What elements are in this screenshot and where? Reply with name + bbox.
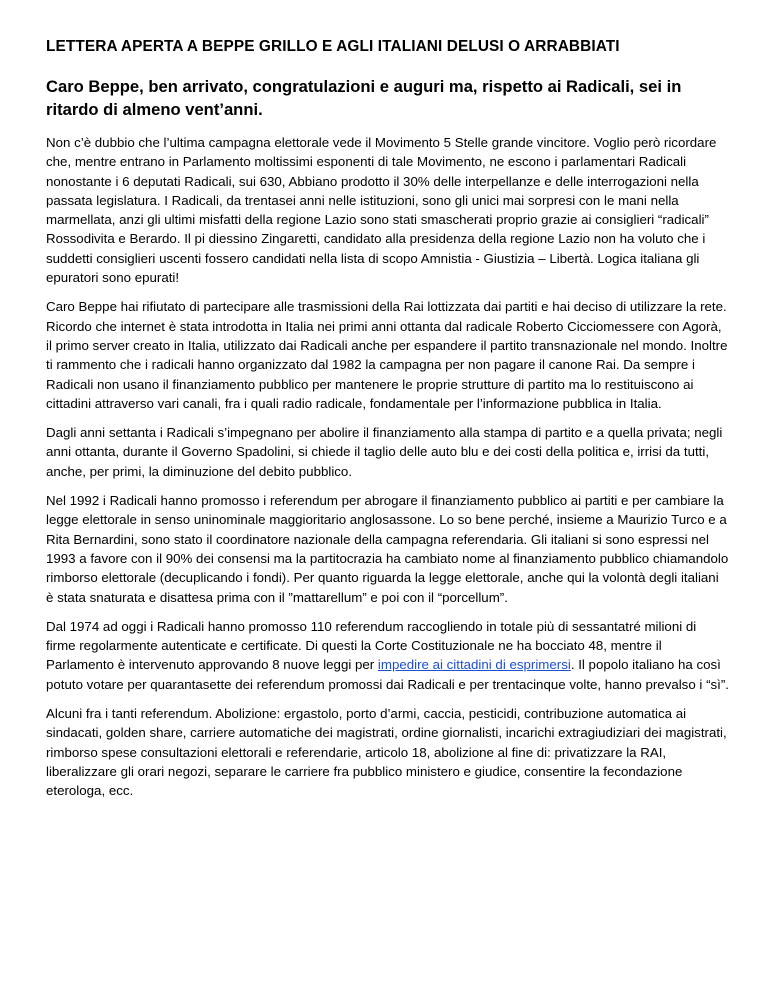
paragraph-1: Non c’è dubbio che l’ultima campagna elettorale vede il Movimento 5 Stelle grande vincitore. Voglio però ricordare che, mentre entrano in Parlamento moltissimi esponenti di tale Movimento, ne escono i parlamentari Radicali nonostante i 6 deputati Radicali, sui 630, Abbiano prodotto il 30% delle interpellanze e delle interrogazioni nella passata legislatura. I Radicali, da trentasei anni nelle istituzioni, sono gli unici mai sorpresi con le mani nella marmellata, anzi gli ultimi misfatti della regione Lazio sono stati smascherati proprio grazie ai consiglieri “radicali” Rossodivita e Berardo. Il pi diessino Zingaretti, candidato alla presidenza della regione Lazio non ha voluto che i suddetti consiglieri uscenti fossero candidati nella lista di scopo Amnistia - Giustizia – Libertà. Logica italiana gli epuratori sono epurati! xyxy=(46,135,717,286)
document-title: LETTERA APERTA A BEPPE GRILLO E AGLI ITALIANI DELUSI O ARRABBIATI xyxy=(46,38,620,55)
paragraph-6: Alcuni fra i tanti referendum. Abolizione: ergastolo, porto d’armi, caccia, pesticidi, contribuzione automatica ai sindacati, golden share, carriere automatiche dei magistrati, ordine giornalisti, incarichi extragiudiziari dei magistrati, rimborso spese consultazioni elettorali e referendarie, articolo 18, abolizione al fine di: privatizzare la RAI, liberalizzare gli orari negozi, separare le carriere fra pubblico ministero e giudice, consentire la fecondazione eterologa, ecc. xyxy=(46,706,727,799)
paragraph-4: Nel 1992 i Radicali hanno promosso i referendum per abrogare il finanziamento pubblico ai partiti e per cambiare la legge elettorale in senso uninominale maggioritario anglosassone. Lo so bene perché, insieme a Maurizio Turco e a Rita Bernardini, sono stato il coordinatore nazionale della campagna referendaria. Gli italiani si sono espressi nel 1993 a favore con il 90% dei consensi ma la partitocrazia ha cambiato nome al finanziamento pubblico chiamandolo rimborso elettorale (decuplicando i fondi). Per quanto riguarda la legge elettorale, anche qui la volontà degli italiani è stata snaturata e disattesa prima con il ”mattarellum” e poi con il “porcellum”. xyxy=(46,493,729,605)
paragraph-5-text-before: Dal 1974 ad oggi i Radicali hanno promosso 110 referendum raccogliendo in totale più di sessantatré milioni di firme regolarmente autenticate e certificate. Di questi la Corte Costituzionale ne ha bocciato 48, mentre il Parlamento è intervenuto approvando 8 nuove leggi per xyxy=(46,618,697,673)
paragraph-5-text-after: . Il popolo italiano ha così potuto votare per quarantasette dei referendum promossi dai Radicali e per trentacinque volte, hanno prevalso i “sì”. xyxy=(46,657,729,692)
document-page xyxy=(46,38,729,811)
document-subtitle: Caro Beppe, ben arrivato, congratulazioni e auguri ma, rispetto ai Radicali, sei in ritardo di almeno vent’anni. xyxy=(46,77,682,119)
paragraph-2: Caro Beppe hai rifiutato di partecipare alle trasmissioni della Rai lottizzata dai partiti e hai deciso di utilizzare la rete. Ricordo che internet è stata introdotta in Italia nei primi anni ottanta dal radicale Roberto Cicciomessere con Agorà, il primo server creato in Italia, utilizzato dai Radicali anche per espandere il partito transnazionale nel mondo. Inoltre ti rammento che i radicali hanno organizzato dal 1982 la campagna per non pagare il canone Rai. Da sempre i Radicali non usano il finanziamento pubblico per mantenere le proprie strutture di partito ma lo restituiscono ai cittadini attraverso vari canali, fra i quali radio radicale, fondamentale per l’informazione pubblica in Italia. xyxy=(46,299,728,411)
paragraph-3: Dagli anni settanta i Radicali s’impegnano per abolire il finanziamento alla stampa di partito e a quella privata; negli anni ottanta, durante il Governo Spadolini, si chiede il taglio delle auto blu e dei costi della politica e, irrisi da tutti, anche, per primi, la diminuzione del debito pubblico. xyxy=(46,425,723,479)
impedire-link[interactable]: impedire ai cittadini di esprimersi xyxy=(377,657,571,673)
paragraph-5 xyxy=(46,617,729,694)
